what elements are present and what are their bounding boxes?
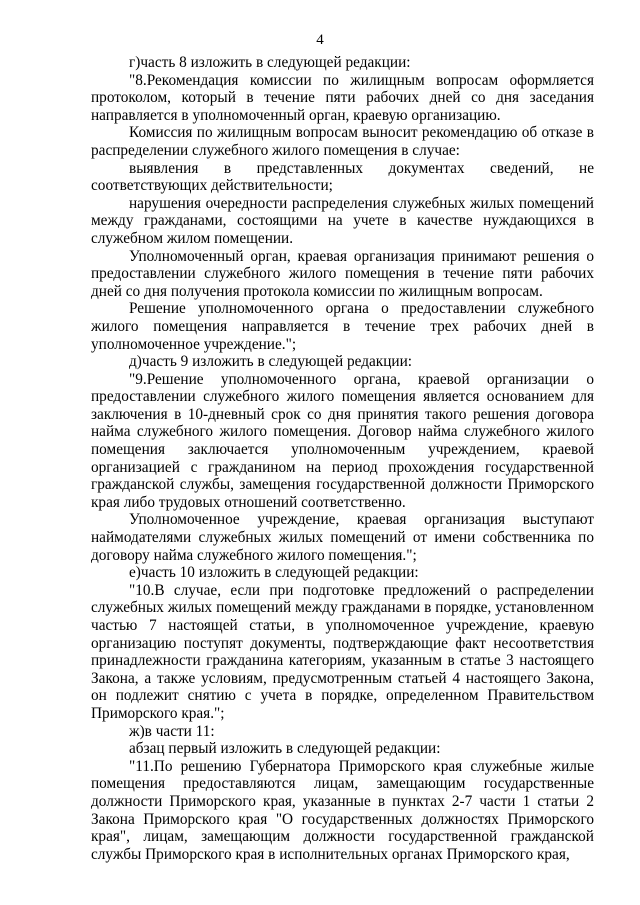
document-body xyxy=(91,54,594,863)
paragraph-landlords: Уполномоченное учреждение, краевая организация выступают наймодателями служебных жилых помещений от имени собственника по договору найма служебного жилого помещения."; xyxy=(91,511,594,564)
paragraph-part-11-governor: "11.По решению Губернатора Приморского края служебные жилые помещения предоставляются лицам, замещающим государственные должности Приморского края, указанные в пунктах 2-7 части 1 статьи 2 Закона Приморского края "О государственных должностях Приморского края", лицам, замещающим должности государственной гражданской службы Приморского края в исполнительных органах Приморского края, xyxy=(91,757,594,863)
paragraph-amendment-d: д)часть 9 изложить в следующей редакции: xyxy=(129,353,413,371)
paragraph-refusal-cases: Комиссия по жилищным вопросам выносит рекомендацию об отказе в распределении служебного жилого помещения в случае: xyxy=(91,124,594,159)
paragraph-refusal-case-1: выявления в представленных документах сведений, не соответствующих действительности; xyxy=(91,159,594,195)
paragraph-amendment-g: г)часть 8 изложить в следующей редакции: xyxy=(129,54,411,71)
paragraph-amendment-e: е)часть 10 изложить в следующей редакции: xyxy=(129,564,419,582)
paragraph-part-8-recommendation: "8.Рекомендация комиссии по жилищным вопросам оформляется протоколом, который в течение пяти рабочих дней со дня заседания направляется в уполномоченный орган, краевую организацию. xyxy=(91,71,594,124)
paragraph-refusal-case-2: нарушения очередности распределения служебных жилых помещений между гражданами, состоящими на учете в качестве нуждающихся в служебном жилом помещении. xyxy=(91,194,594,247)
page-number: 4 xyxy=(316,32,324,48)
paragraph-amendment-zh: ж)в части 11: xyxy=(129,722,215,740)
paragraph-decision-term: Уполномоченный орган, краевая организация принимают решения о предоставлении служебного жилого помещения в течение пяти рабочих дней со дня получения протокола комиссии по жилищным вопросам. xyxy=(91,247,594,300)
paragraph-first-paragraph-note: абзац первый изложить в следующей редакции: xyxy=(129,740,441,758)
paragraph-decision-sending: Решение уполномоченного органа о предоставлении служебного жилого помещения направляется в течение трех рабочих дней в уполномоченное учреждение."; xyxy=(91,300,594,353)
paragraph-part-10-deregistration: "10.В случае, если при подготовке предложений о распределении служебных жилых помещений между гражданами в порядке, установленном частью 7 настоящей статьи, в уполномоченное учреждение, краевую организацию поступят документы, подтверждающие факт несоответствия принадлежности гражданина категориям, указанным в статье 3 настоящего Закона, а также условиям, предусмотренным статьей 4 настоящего Закона, он подлежит снятию с учета в порядке, определенном Правительством Приморского края."; xyxy=(91,581,594,722)
paragraph-part-9-contract: "9.Решение уполномоченного органа, краевой организации о предоставлении служебного жилого помещения является основанием для заключения в 10-дневный срок со дня принятия такого решения договора найма служебного жилого помещения. Договор найма служебного жилого помещения заключается уполномоченным учреждением, краевой организацией с гражданином на период прохождения государственной гражданской службы, замещения государственной должности Приморского края либо трудовых отношений соответственно. xyxy=(91,370,594,511)
